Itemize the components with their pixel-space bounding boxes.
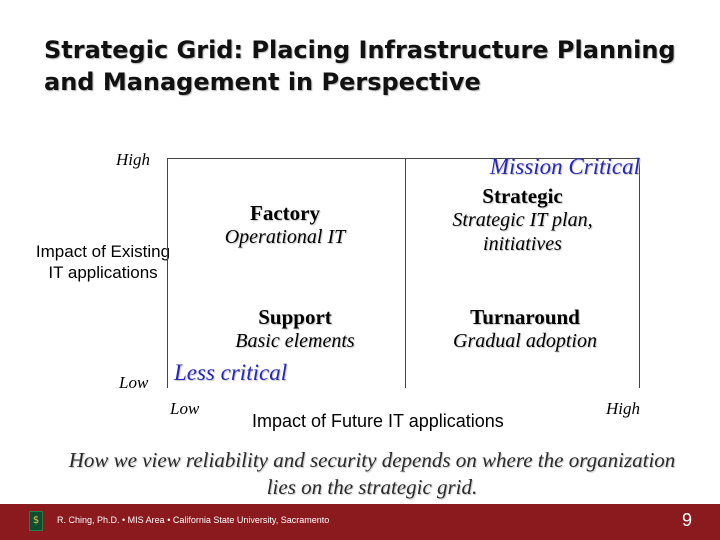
grid-divider bbox=[405, 158, 406, 388]
conclusion-text: How we view reliability and security depends on where the organization lies on the strategic grid. bbox=[68, 448, 676, 499]
y-axis-high-label: High bbox=[116, 150, 150, 169]
quadrant-turnaround-desc: Gradual adoption bbox=[453, 330, 597, 352]
quadrant-strategic bbox=[420, 184, 625, 256]
university-seal-icon: $ bbox=[29, 511, 43, 531]
quadrant-factory-name: Factory bbox=[250, 201, 320, 225]
footer-bar bbox=[0, 504, 720, 540]
quadrant-strategic-desc: Strategic IT plan, initiatives bbox=[452, 209, 593, 255]
x-axis-title: Impact of Future IT applications bbox=[252, 411, 504, 431]
quadrant-factory-desc: Operational IT bbox=[224, 226, 346, 248]
quadrant-support-name: Support bbox=[258, 305, 332, 329]
page-number: 9 bbox=[681, 510, 692, 530]
mission-critical-tag: Mission Critical bbox=[489, 154, 640, 179]
x-axis-low-label: Low bbox=[170, 399, 200, 418]
less-critical-tag: Less critical bbox=[174, 360, 288, 385]
quadrant-turnaround bbox=[420, 305, 630, 353]
footer-credit: R. Ching, Ph.D. • MIS Area • California State University, Sacramento bbox=[57, 515, 330, 525]
quadrant-strategic-name: Strategic bbox=[482, 184, 563, 208]
quadrant-turnaround-name: Turnaround bbox=[470, 305, 580, 329]
quadrant-support-desc: Basic elements bbox=[235, 330, 355, 352]
y-axis-title: Impact of Existing IT applications bbox=[35, 242, 171, 282]
x-axis-high-label: High bbox=[606, 399, 640, 418]
quadrant-support bbox=[190, 305, 400, 353]
quadrant-factory bbox=[180, 201, 390, 249]
y-axis-low-label: Low bbox=[119, 373, 149, 392]
slide-title: Strategic Grid: Placing Infrastructure Planning and Management in Perspective bbox=[44, 36, 676, 96]
